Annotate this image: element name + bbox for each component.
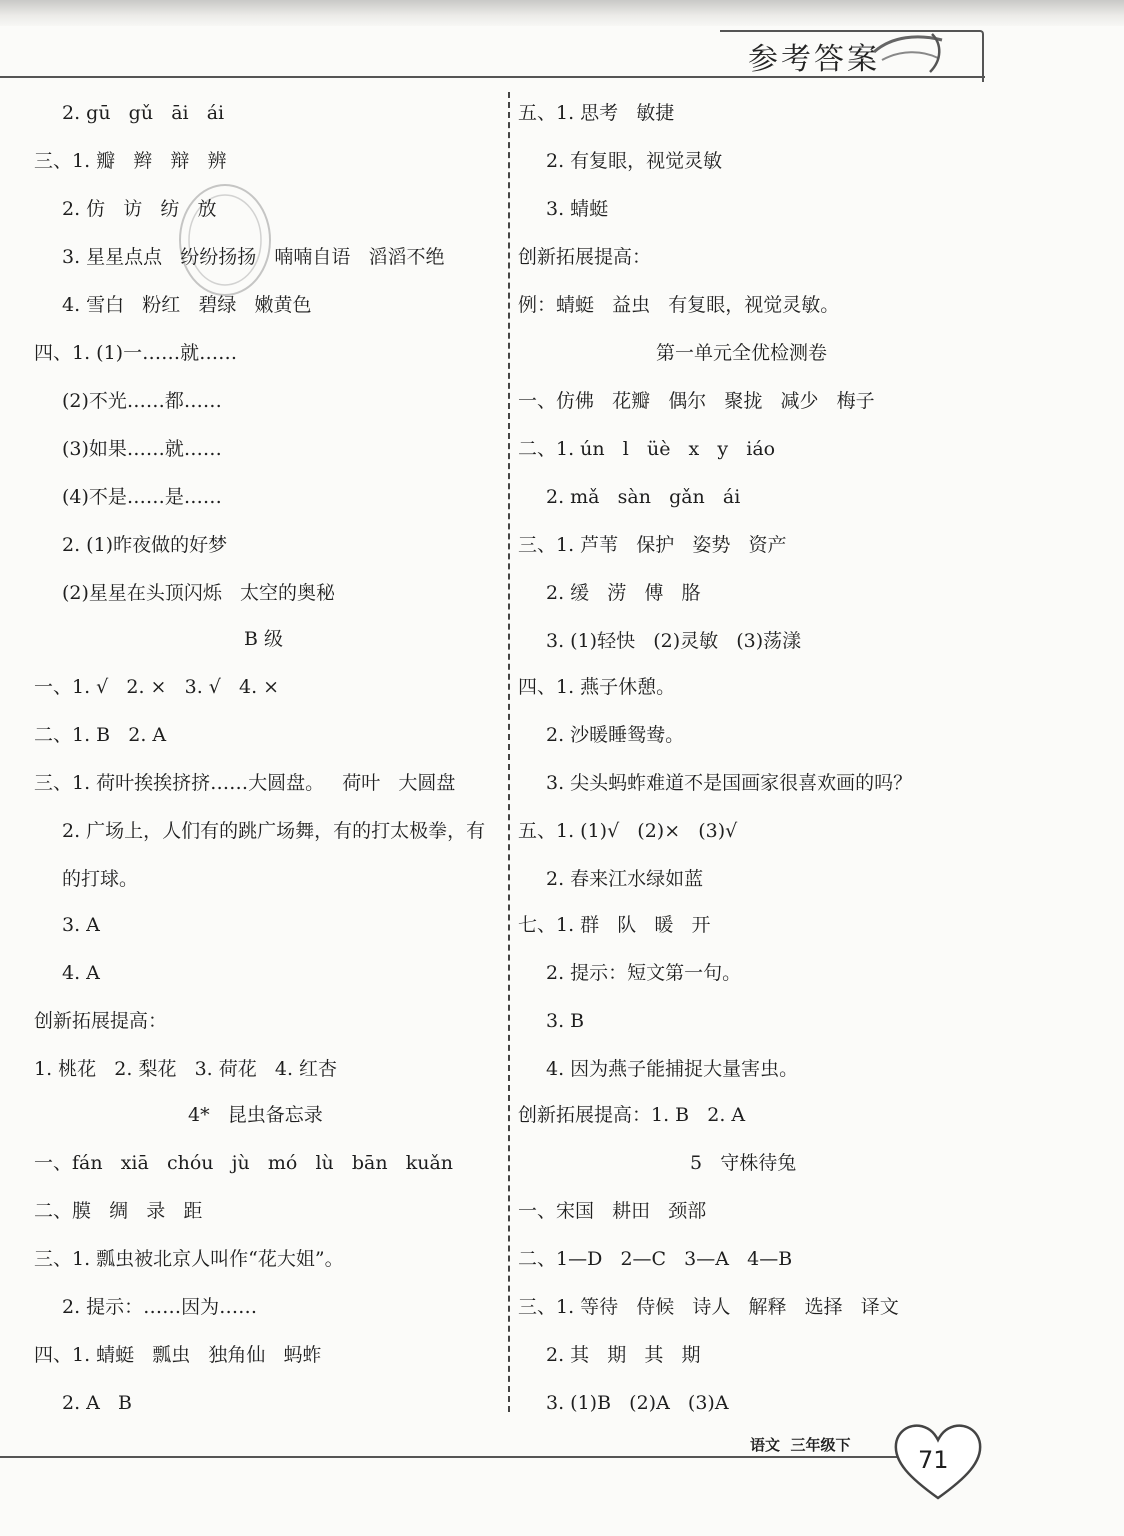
- answer-line: 一、仿佛 花瓣 偶尔 聚拢 减少 梅子: [518, 390, 875, 412]
- answer-line: 三、1. 等待 侍候 诗人 解释 选择 译文: [518, 1296, 899, 1318]
- answer-line: 一、1. √ 2. × 3. √ 4. ×: [34, 676, 280, 698]
- swoosh-decoration-icon: [872, 30, 952, 76]
- answer-line: 三、1. 芦苇 保护 姿势 资产: [518, 534, 787, 556]
- answer-line: 2. 广场上，人们有的跳广场舞，有的打太极拳，有: [62, 820, 486, 842]
- footer-rule: [0, 1456, 910, 1458]
- answer-line: 3. (1)B (2)A (3)A: [546, 1392, 729, 1414]
- footer-subject-grade: [750, 1434, 850, 1455]
- answer-line: 三、1. 瓣 辫 辩 辨: [34, 150, 227, 172]
- answer-line: (3)如果……就……: [62, 438, 222, 460]
- answer-line: 二、膜 绸 录 距: [34, 1200, 203, 1222]
- answer-line: 一、fán xiā chóu jù mó lù bān kuǎn: [34, 1152, 454, 1174]
- answer-line: 2. 其 期 其 期: [546, 1344, 701, 1366]
- answer-line: 4. A: [62, 962, 100, 984]
- answer-line: 4. 因为燕子能捕捉大量害虫。: [546, 1058, 799, 1080]
- answer-line: 2. A B: [62, 1392, 132, 1414]
- answer-line: 创新拓展提高：1. B 2. A: [518, 1104, 746, 1126]
- answer-line: 4* 昆虫备忘录: [188, 1104, 323, 1126]
- answer-line: 四、1. 蜻蜓 瓢虫 独角仙 蚂蚱: [34, 1344, 322, 1366]
- answer-line: 二、1. ún l üè x y iáo: [518, 438, 776, 460]
- answer-line: 2. 春来江水绿如蓝: [546, 868, 704, 890]
- answer-line: 3. 尖头蚂蚱难道不是国画家很喜欢画的吗？: [546, 772, 913, 794]
- answer-line: 三、1. 荷叶挨挨挤挤……大圆盘。 荷叶 大圆盘: [34, 772, 456, 794]
- answer-line: 3. A: [62, 914, 100, 936]
- answer-line: 四、1. (1)一……就……: [34, 342, 238, 364]
- footer-grade: 三年级下: [790, 1436, 851, 1454]
- answer-line: 四、1. 燕子休憩。: [518, 676, 676, 698]
- page-title: 参考答案: [748, 42, 880, 77]
- answer-line: 五、1. (1)√ (2)× (3)√: [518, 820, 738, 842]
- answer-line: 2. 提示：……因为……: [62, 1296, 258, 1318]
- answer-line: 2. 缓 涝 傅 胳: [546, 582, 701, 604]
- answer-line: (4)不是……是……: [62, 486, 222, 508]
- answer-line: 2. (1)昨夜做的好梦: [62, 534, 228, 556]
- answer-line: 3. B: [546, 1010, 585, 1032]
- answer-line: 5 守株待兔: [690, 1152, 797, 1174]
- scan-top-band: [0, 0, 1124, 26]
- answer-line: 2. mǎ sàn gǎn ái: [546, 486, 741, 508]
- answer-line: 二、1—D 2—C 3—A 4—B: [518, 1248, 793, 1270]
- answer-line: 第一单元全优检测卷: [656, 342, 828, 364]
- page-number: 71: [918, 1446, 949, 1474]
- answer-line: 2. 有复眼，视觉灵敏: [546, 150, 723, 172]
- answer-line: 一、宋国 耕田 颈部: [518, 1200, 707, 1222]
- answer-line: 三、1. 瓢虫被北京人叫作“花大姐”。: [34, 1248, 344, 1270]
- answer-line: 4. 雪白 粉红 碧绿 嫩黄色: [62, 294, 312, 316]
- answer-line: B 级: [244, 628, 284, 650]
- column-divider: [508, 92, 510, 1412]
- answer-line: 的打球。: [62, 868, 139, 890]
- answer-line: 创新拓展提高：: [34, 1010, 168, 1032]
- answer-line: 2. 仿 访 纺 放: [62, 198, 217, 220]
- answer-line: (2)星星在头顶闪烁 太空的奥秘: [62, 582, 336, 604]
- answer-line: 1. 桃花 2. 梨花 3. 荷花 4. 红杏: [34, 1058, 338, 1080]
- answer-line: 3. 蜻蜓: [546, 198, 609, 220]
- answer-line: 七、1. 群 队 暖 开: [518, 914, 711, 936]
- footer-subject: 语文: [750, 1436, 781, 1454]
- answer-line: 创新拓展提高：: [518, 246, 652, 268]
- answer-line: 3. (1)轻快 (2)灵敏 (3)荡漾: [546, 630, 802, 652]
- answer-line: 3. 星星点点 纷纷扬扬 喃喃自语 滔滔不绝: [62, 246, 445, 268]
- answer-line: 2. 提示：短文第一句。: [546, 962, 742, 984]
- answer-line: (2)不光……都……: [62, 390, 222, 412]
- answer-line: 例：蜻蜓 益虫 有复眼，视觉灵敏。: [518, 294, 840, 316]
- answer-line: 2. gū gǔ āi ái: [62, 102, 225, 124]
- answer-line: 二、1. B 2. A: [34, 724, 167, 746]
- answer-line: 五、1. 思考 敏捷: [518, 102, 675, 124]
- answer-line: 2. 沙暖睡鸳鸯。: [546, 724, 685, 746]
